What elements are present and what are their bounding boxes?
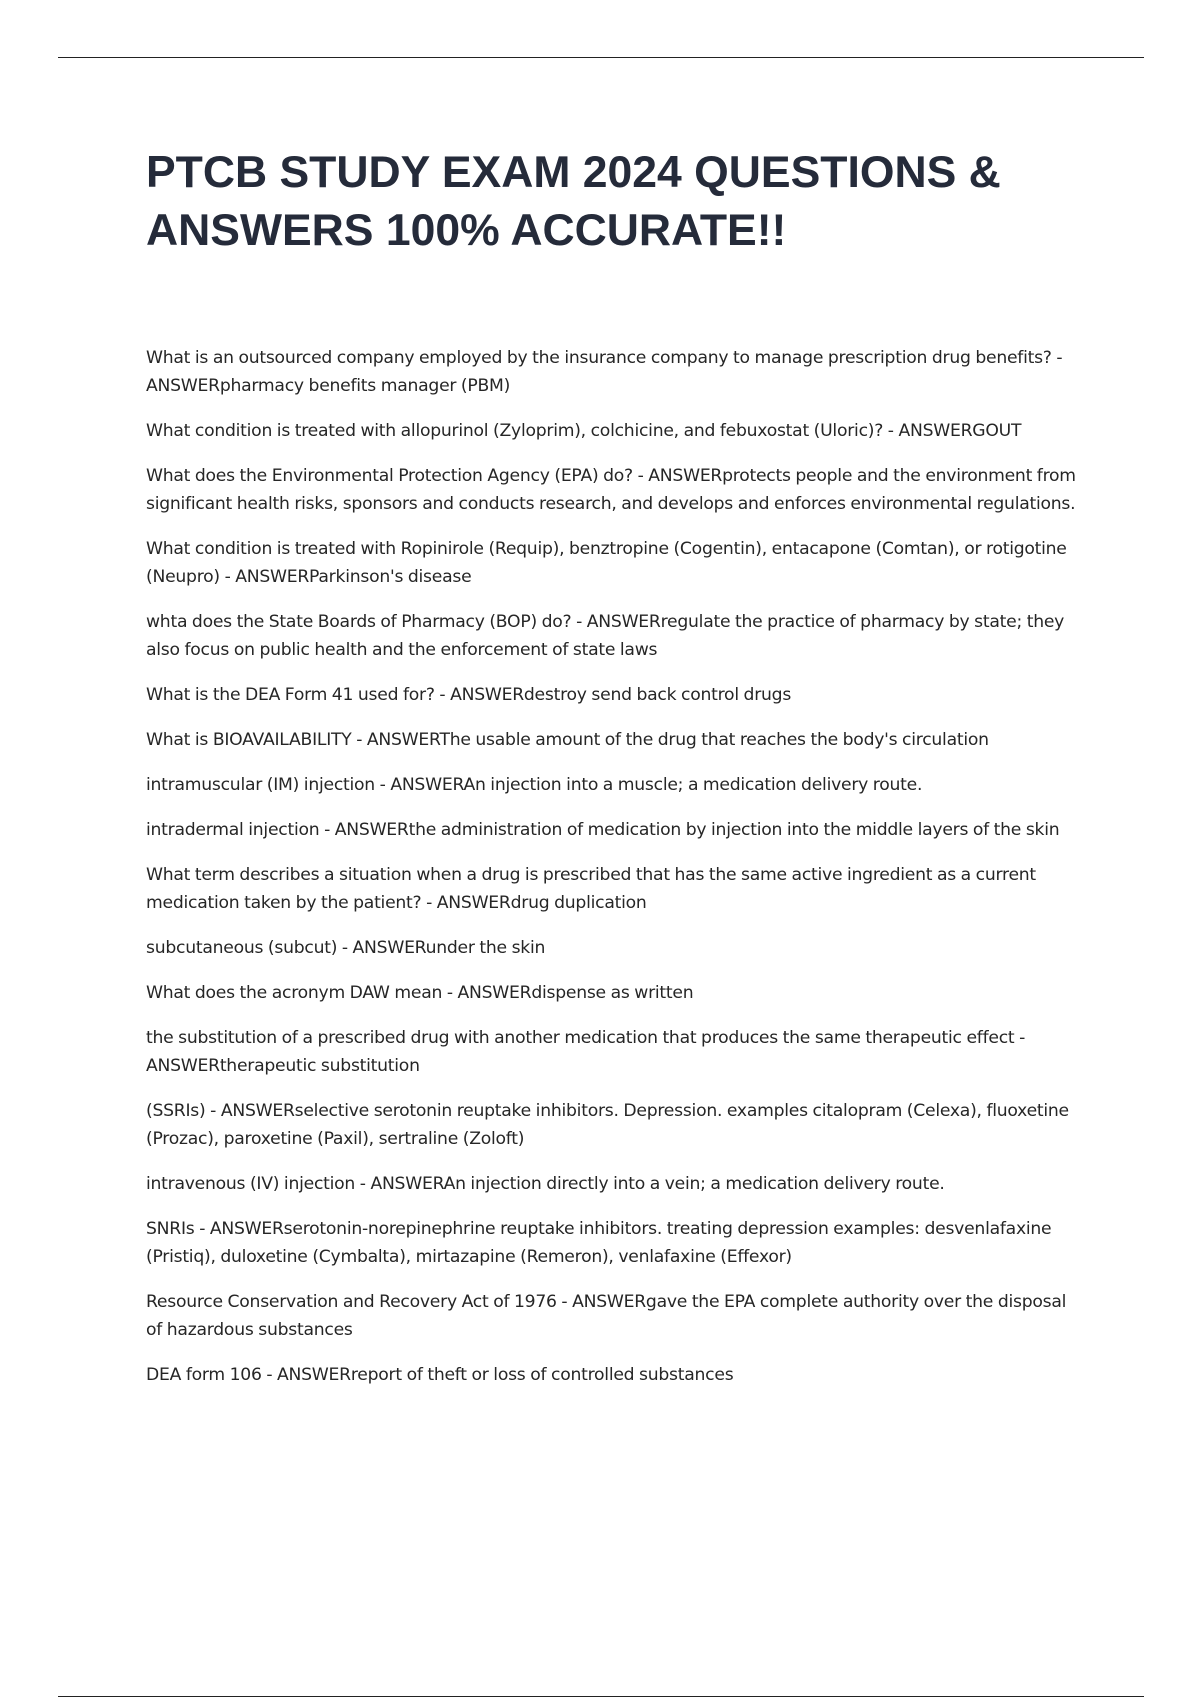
top-divider — [58, 57, 1144, 58]
qa-item: intramuscular (IM) injection - ANSWERAn injection into a muscle; a medication delivery route. — [146, 775, 923, 795]
qa-item: subcutaneous (subcut) - ANSWERunder the skin — [146, 938, 546, 958]
qa-item: DEA form 106 - ANSWERreport of theft or loss of controlled substances — [146, 1365, 734, 1385]
qa-item: What does the acronym DAW mean - ANSWERdispense as written — [146, 983, 694, 1003]
qa-item: What condition is treated with Ropinirole (Requip), benztropine (Cogentin), entacapone (Comtan), or rotigotine (Neupro) - ANSWERParkinson's disease — [146, 539, 1067, 587]
qa-item: Resource Conservation and Recovery Act of 1976 - ANSWERgave the EPA complete authority over the disposal of hazardous substances — [146, 1292, 1067, 1340]
qa-item: What is BIOAVAILABILITY - ANSWERThe usable amount of the drug that reaches the body's circulation — [146, 730, 989, 750]
qa-item: What is an outsourced company employed by the insurance company to manage prescription drug benefits? - ANSWERpharmacy benefits manager (PBM) — [146, 348, 1063, 396]
qa-item: What is the DEA Form 41 used for? - ANSWERdestroy send back control drugs — [146, 685, 792, 705]
qa-item: (SSRIs) - ANSWERselective serotonin reuptake inhibitors. Depression. examples citalopram (Celexa), fluoxetine (Prozac), paroxetine (Paxil), sertraline (Zoloft) — [146, 1101, 1069, 1149]
qa-list — [146, 344, 1076, 1406]
qa-item: the substitution of a prescribed drug with another medication that produces the same therapeutic effect - ANSWERtherapeutic substitution — [146, 1028, 1026, 1076]
page-title: PTCB STUDY EXAM 2024 QUESTIONS & ANSWERS 100% ACCURATE!! — [146, 148, 1001, 255]
qa-item: whta does the State Boards of Pharmacy (BOP) do? - ANSWERregulate the practice of pharmacy by state; they also focus on public health and the enforcement of state laws — [146, 612, 1065, 660]
qa-item: intradermal injection - ANSWERthe administration of medication by injection into the middle layers of the skin — [146, 820, 1060, 840]
qa-item: What condition is treated with allopurinol (Zyloprim), colchicine, and febuxostat (Uloric)? - ANSWERGOUT — [146, 421, 1022, 441]
qa-item: What term describes a situation when a drug is prescribed that has the same active ingredient as a current medication taken by the patient? - ANSWERdrug duplication — [146, 865, 1036, 913]
qa-item: What does the Environmental Protection Agency (EPA) do? - ANSWERprotects people and the environment from significant health risks, sponsors and conducts research, and develops and enforces environmental regulations. — [146, 466, 1076, 514]
bottom-divider — [58, 1696, 1144, 1697]
qa-item: intravenous (IV) injection - ANSWERAn injection directly into a vein; a medication delivery route. — [146, 1174, 945, 1194]
qa-item: SNRIs - ANSWERserotonin-norepinephrine reuptake inhibitors. treating depression examples: desvenlafaxine (Pristiq), duloxetine (Cymbalta), mirtazapine (Remeron), venlafaxine (Effexor) — [146, 1219, 1052, 1267]
